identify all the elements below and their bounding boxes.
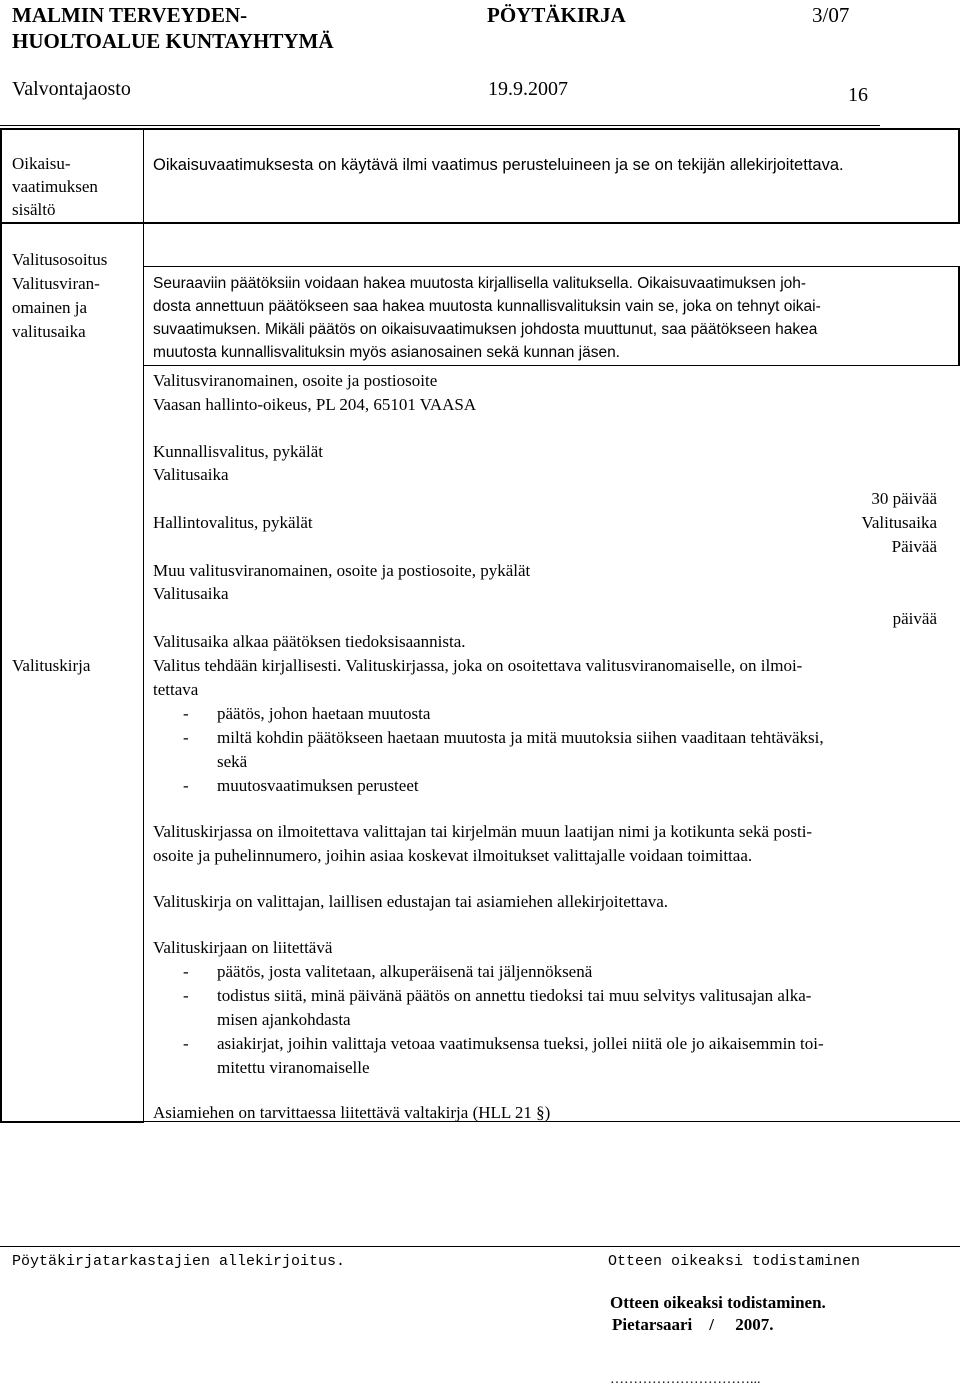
list-dash: - [183, 776, 189, 795]
section-number: 16 [848, 84, 868, 106]
authority-address: Vaasan hallinto-oikeus, PL 204, 65101 VAASA [153, 395, 477, 414]
letter-intro-line: tettava [153, 680, 199, 699]
appeal-label [12, 248, 107, 344]
letter-paragraph-2 [153, 820, 812, 868]
list-item-text: todistus siitä, minä päivänä päätös on annettu tiedoksi tai muu selvitys valitusajan alka- [217, 986, 812, 1005]
list-item-text: sekä [217, 752, 248, 771]
appeal-box-top [143, 266, 960, 267]
list-item-text: päätös, josta valitetaan, alkuperäisenä tai jäljennöksenä [217, 962, 593, 981]
admin-days: Päivää [891, 537, 937, 556]
list-item-text: muutosvaatimuksen perusteet [217, 776, 419, 795]
list-item [153, 960, 824, 984]
appeal-box-bottom [143, 365, 960, 366]
list-item-text: asiakirjat, joihin valittaja vetoaa vaatimuksensa tueksi, jollei niitä ole jo aikaisemmin toi- [217, 1034, 824, 1053]
municipal-days: 30 päivää [871, 489, 937, 508]
other-days: päivää [892, 609, 937, 628]
appeal-label-line: valitusaika [12, 322, 86, 341]
municipal-period: Valitusaika [153, 465, 229, 484]
list-dash: - [183, 704, 189, 723]
page-number: 3/07 [812, 3, 850, 27]
appeal-text-line: dosta annettuun päätökseen saa hakea muutosta kunnallisvalituksin vain se, joka on tehnyt oikai- [153, 298, 821, 315]
footer-certification: Otteen oikeaksi todistaminen [608, 1253, 861, 1270]
table-top-border [0, 128, 960, 130]
footer-signatures: Pöytäkirjatarkastajien allekirjoitus. [12, 1253, 346, 1270]
appeal-text-line: Seuraaviin päätöksiin voidaan hakea muutosta kirjallisella valituksella. Oikaisuvaatimuksen joh- [153, 275, 807, 292]
doc-type: PÖYTÄKIRJA [487, 3, 626, 27]
letter-label: Valituskirja [12, 656, 91, 675]
org-name-line1: MALMIN TERVEYDEN- [12, 3, 248, 27]
list-item-text: miltä kohdin päätökseen haetaan muutosta ja mitä muutoksia siihen vaaditaan tehtäväksi, [217, 728, 824, 747]
authority-heading: Valitusviranomainen, osoite ja postiosoite [153, 371, 438, 390]
appeal-text-line: suvaatimuksen. Mikäli päätös on oikaisuvaatimuksen johdosta muuttunut, saa päätökseen hakea [153, 321, 818, 338]
header-rule [0, 125, 880, 126]
list-dash: - [183, 962, 189, 981]
org-name-line2: HUOLTOALUE KUNTAYHTYMÄ [12, 29, 334, 53]
meeting-date: 19.9.2007 [488, 78, 568, 100]
list-item [153, 726, 824, 774]
committee-name: Valvontajaosto [12, 78, 131, 100]
content-label-line: vaatimuksen [12, 177, 98, 196]
content-label [12, 152, 98, 221]
letter-intro [153, 654, 802, 702]
list-dash: - [183, 1034, 189, 1053]
period-start: Valitusaika alkaa päätöksen tiedoksisaannista. [153, 632, 466, 651]
paragraph-line: osoite ja puhelinnumero, joihin asiaa koskevat ilmoitukset valittajalle voidaan toimittaa. [153, 846, 753, 865]
content-text: Oikaisuvaatimuksesta on käytävä ilmi vaatimus perusteluineen ja se on tekijän allekirjoitettava. [153, 156, 844, 174]
attachments-heading: Valituskirjaan on liitettävä [153, 938, 333, 957]
letter-paragraph-3: Valituskirja on valittajan, laillisen edustajan tai asiamiehen allekirjoitettava. [153, 892, 669, 911]
appeal-label-line: omainen ja [12, 298, 88, 317]
table-left-border [0, 128, 2, 1123]
list-dash: - [183, 728, 189, 747]
footer-rule [0, 1246, 960, 1247]
admin-appeal: Hallintovalitus, pykälät [153, 513, 313, 532]
power-of-attorney: Asiamiehen on tarvittaessa liitettävä valtakirja (HLL 21 §) [153, 1103, 551, 1122]
content-label-line: sisältö [12, 200, 56, 219]
list-item [153, 984, 824, 1032]
certification-place: Pietarsaari / 2007. [612, 1315, 774, 1334]
list-item-text: mitettu viranomaiselle [217, 1058, 370, 1077]
appeal-text [153, 272, 821, 364]
admin-period: Valitusaika [861, 513, 937, 532]
table-bottom-border [0, 1121, 143, 1123]
list-dash: - [183, 986, 189, 1005]
letter-intro-line: Valitus tehdään kirjallisesti. Valituskirjassa, joka on osoitettava valitusviranomaiselle, on ilmoi- [153, 656, 803, 675]
appeal-label-line: Valitusviran- [12, 274, 100, 293]
list-item [153, 702, 824, 726]
other-period: Valitusaika [153, 584, 229, 603]
list-item-text: päätös, johon haetaan muutosta [217, 704, 431, 723]
table-row-divider [0, 222, 960, 224]
municipal-appeal: Kunnallisvalitus, pykälät [153, 442, 323, 461]
appeal-label-line: Valitusosoitus [12, 250, 108, 269]
list-item [153, 774, 824, 798]
certification-title: Otteen oikeaksi todistaminen. [610, 1293, 826, 1312]
signature-line: …………………………... [610, 1372, 761, 1387]
attachments-list [153, 960, 824, 1080]
letter-requirements-list [153, 702, 824, 798]
paragraph-line: Valituskirjassa on ilmoitettava valittajan tai kirjelmän muun laatijan nimi ja kotikunta sekä posti- [153, 822, 813, 841]
list-item-text: misen ajankohdasta [217, 1010, 351, 1029]
other-authority: Muu valitusviranomainen, osoite ja postiosoite, pykälät [153, 561, 531, 580]
appeal-text-line: muutosta kunnallisvalituksin myös asianosainen sekä kunnan jäsen. [153, 344, 620, 361]
content-label-line: Oikaisu- [12, 154, 71, 173]
table-column-divider [143, 128, 144, 1123]
list-item [153, 1032, 824, 1080]
